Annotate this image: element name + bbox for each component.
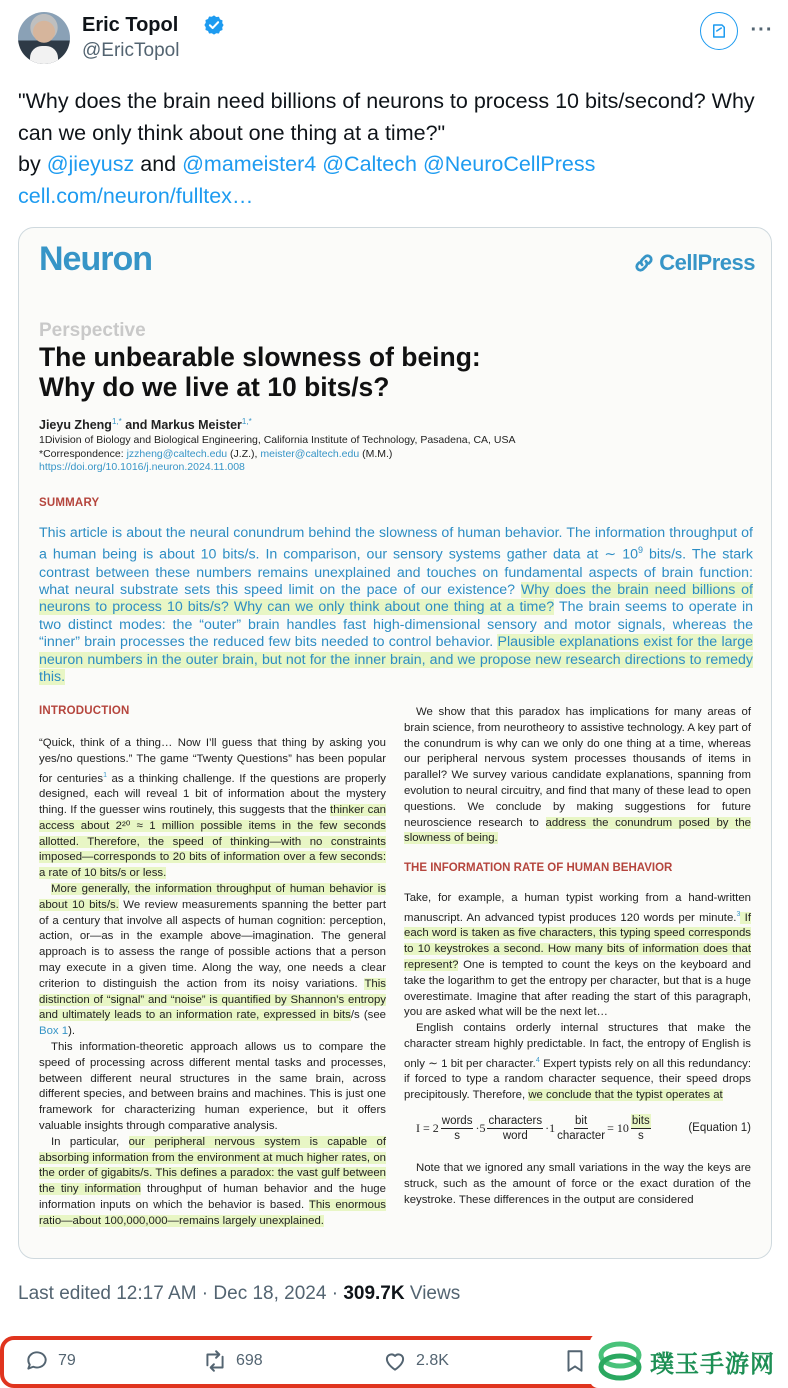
- reply-button[interactable]: [24, 1348, 76, 1374]
- paper-doi: https://doi.org/10.1016/j.neuron.2024.11.008: [39, 461, 245, 473]
- summary-text: This article is about the neural conundrum behind the slowness of human behavior. The information throughput of a human being is about 10 bits/s. In comparison, our sensory systems gather data at ∼ $10^9$ bits/s. The stark contrast between these numbers remains unexplained and touches on fundamental aspects of brain function: what neural substrate sets this speed limit on the pace of our existence? Why does the brain need billions of neurons to process 10 bits/s? Why can we only think about one thing at a time? The brain seems to operate in two distinct modes: the “outer” brain handles fast high-dimensional sensory and motor signals, whereas the “inner” brain processes the reduced few bits needed to control behavior. Plausible explanations exist for the large neuron numbers in the outer brain, but not for the inner brain, and we propose new research directions to remedy this.: [39, 525, 753, 685]
- equation-1: I = 2 $\frac{\text{words}}{s}$ ·5 $\frac{\text{characters}}{\text{word}}$ ·1 $\frac{\text{bit}}{\text{character}}$ = 10 $\frac{\text{bits}}{s}$ (Equation 1): [416, 1114, 751, 1142]
- reply-count: 79: [58, 1352, 76, 1369]
- paper-right-column: We show that this paradox has implications for many areas of brain science, from neurotheory to assistive technology. A key part of the conundrum is why can we only do one thing at a time, whereas our peripheral nervous system processes thousands of items in parallel? We survey various candidate explanations, spanning from evolution to neural circuitry, and find that many of these lead to open questions. We conclude by making suggestions for future neuroscience research to address the conundrum posed by the slowness of being. THE INFORMATION RATE OF HUMAN BEHAVIOR Take, for example, a human typist working from a hand-written manuscript. An advanced typist produces 120 words per minute.$^3$ If each word is taken as five characters, this typing speed corresponds to 10 keystrokes a second. How many bits of information does that represent? One is tempted to count the keys on the keyboard and take the logarithm to get the entropy per character, but that is a huge overestimate. Imagine that after reading the start of this paragraph, you are asked what will be the next let… English contains orderly internal structures that make the character stream highly predictable. In fact, the entropy of English is only ∼ 1 bit per character.$^4$ Expert typists rely on all this redundancy: if forced to type a random character sequence, their speed drops precipitously. Therefore, we conclude that the typist operates at I = 2 $\frac{\text{words}}{s}$ ·5 $\frac{\text{characters}}{\text{word}}$ ·1 $\frac{\text{bit}}{\text{character}}$ = 10 $\frac{\text{bits}}{s}$ (Equation 1) Note that we ignored any small variations in the way the keys are struck, such as the amount of force or the exact duration of the keystroke. These differences in the output are considered: [404, 706, 752, 1206]
- site-watermark: [590, 1334, 788, 1388]
- reply-icon: [24, 1348, 50, 1374]
- bookmark-icon: [562, 1348, 588, 1374]
- by-label: by: [18, 152, 41, 176]
- paper-affiliation: 1Division of Biology and Biological Engineering, California Institute of Technology, Pasadena, CA, USA *Correspondence: jzzheng@caltech.edu (J.Z.), meister@caltech.edu (M.M.) https://doi.org/10.1016/j.neuron.2024.11.008: [39, 434, 739, 475]
- author-name[interactable]: Eric Topol: [82, 14, 179, 36]
- and-label: and: [140, 152, 177, 176]
- publisher-name: CellPress: [659, 250, 755, 275]
- tweet-quote: "Why does the brain need billions of neurons to process 10 bits/second? Why can we only think about one thing at a time?": [18, 89, 755, 145]
- cellpress-logo-icon: [633, 252, 655, 274]
- like-button[interactable]: [382, 1348, 449, 1374]
- repost-icon: [202, 1348, 228, 1374]
- views-label: Views: [404, 1283, 461, 1304]
- mention-mameister4[interactable]: @mameister4: [182, 152, 317, 176]
- tweet-text: [18, 86, 778, 212]
- journal-name: Neuron: [39, 240, 152, 278]
- information-rate-heading: THE INFORMATION RATE OF HUMAN BEHAVIOR: [404, 862, 673, 875]
- author-handle[interactable]: @EricTopol: [82, 40, 180, 61]
- watermark-logo-icon: [598, 1341, 642, 1381]
- paper-type: Perspective: [39, 320, 146, 341]
- repost-count: 698: [236, 1352, 263, 1369]
- grok-button[interactable]: [700, 12, 738, 50]
- heart-icon: [382, 1348, 408, 1374]
- summary-heading: SUMMARY: [39, 497, 100, 509]
- mention-caltech[interactable]: @Caltech: [322, 152, 417, 176]
- avatar[interactable]: [18, 12, 70, 64]
- watermark-logo: [598, 1341, 642, 1381]
- edited-timestamp[interactable]: Last edited 12:17 AM · Dec 18, 2024 ·: [18, 1283, 344, 1304]
- introduction-heading: INTRODUCTION: [39, 705, 130, 717]
- repost-button[interactable]: [202, 1348, 263, 1374]
- more-options-icon[interactable]: ···: [750, 18, 774, 41]
- like-count: 2.8K: [416, 1352, 449, 1369]
- paper-title: The unbearable slowness of being: Why do we live at 10 bits/s?: [39, 342, 481, 402]
- tweet-meta: [18, 1283, 460, 1305]
- verified-badge-icon: [203, 14, 225, 36]
- mention-neurocellpress[interactable]: @NeuroCellPress: [422, 152, 596, 176]
- paper-left-column: “Quick, think of a thing… Now I’ll guess that thing by asking you yes/no questions.” The game “Twenty Questions” has been popular for centuries$^1$ as a thinking challenge. If the questions are properly designed, each will reveal 1 bit of information about the mystery thing. If the guesser wins routinely, this suggests that the thinker can access about 2²⁰ ≈ 1 million possible items in the few seconds allotted. Therefore, the speed of thinking—with no constraints imposed—corresponds to 20 bits of information over a few seconds: a rate of 10 bits/s or less. More generally, the information throughput of human behavior is about 10 bits/s. We review measurements spanning the better part of a century that involve all aspects of human cognition: perception, action, or—as in the example above—imagination. The general approach is to assess the range of possible actions that a person may execute in a given time. Along the way, one needs a clear criterion to distinguish the action from its noisy variations. This distinction of “signal” and “noise” is quantified by Shannon’s entropy and ultimately leads to an information rate, expressed in bits/s (see Box 1). This information-theoretic approach allows us to compare the speed of processing across different mental tasks and processes, between different neural structures in the same brain, across different species, and between brains and machines. This is just one framework for characterizing human experience, but it offers valuable insights through comparative analysis. In particular, our peripheral nervous system is capable of absorbing information from the environment at much higher rates, on the order of gigabits/s. This defines a paradox: the vast gulf between the tiny information throughput of human behavior and the huge information inputs on which the behavior is based. This enormous ratio—about 100,000,000—remains largely unexplained.: [39, 737, 387, 1227]
- mention-jieyusz[interactable]: @jieyusz: [46, 152, 135, 176]
- grok-icon: [710, 22, 728, 40]
- views-count: 309.7K: [343, 1283, 405, 1304]
- bookmark-button[interactable]: [562, 1348, 588, 1374]
- publisher-logo: [633, 250, 755, 276]
- watermark-text: 璞玉手游网: [650, 1350, 775, 1378]
- tweet-header: [18, 10, 774, 66]
- article-link[interactable]: cell.com/neuron/fulltex…: [18, 183, 254, 208]
- tweet-image[interactable]: [18, 227, 772, 1259]
- paper-authors: Jieyu Zheng$^{1,*}$ and Markus Meister$^{1,*}$: [39, 417, 252, 433]
- paper-page: [39, 228, 753, 1259]
